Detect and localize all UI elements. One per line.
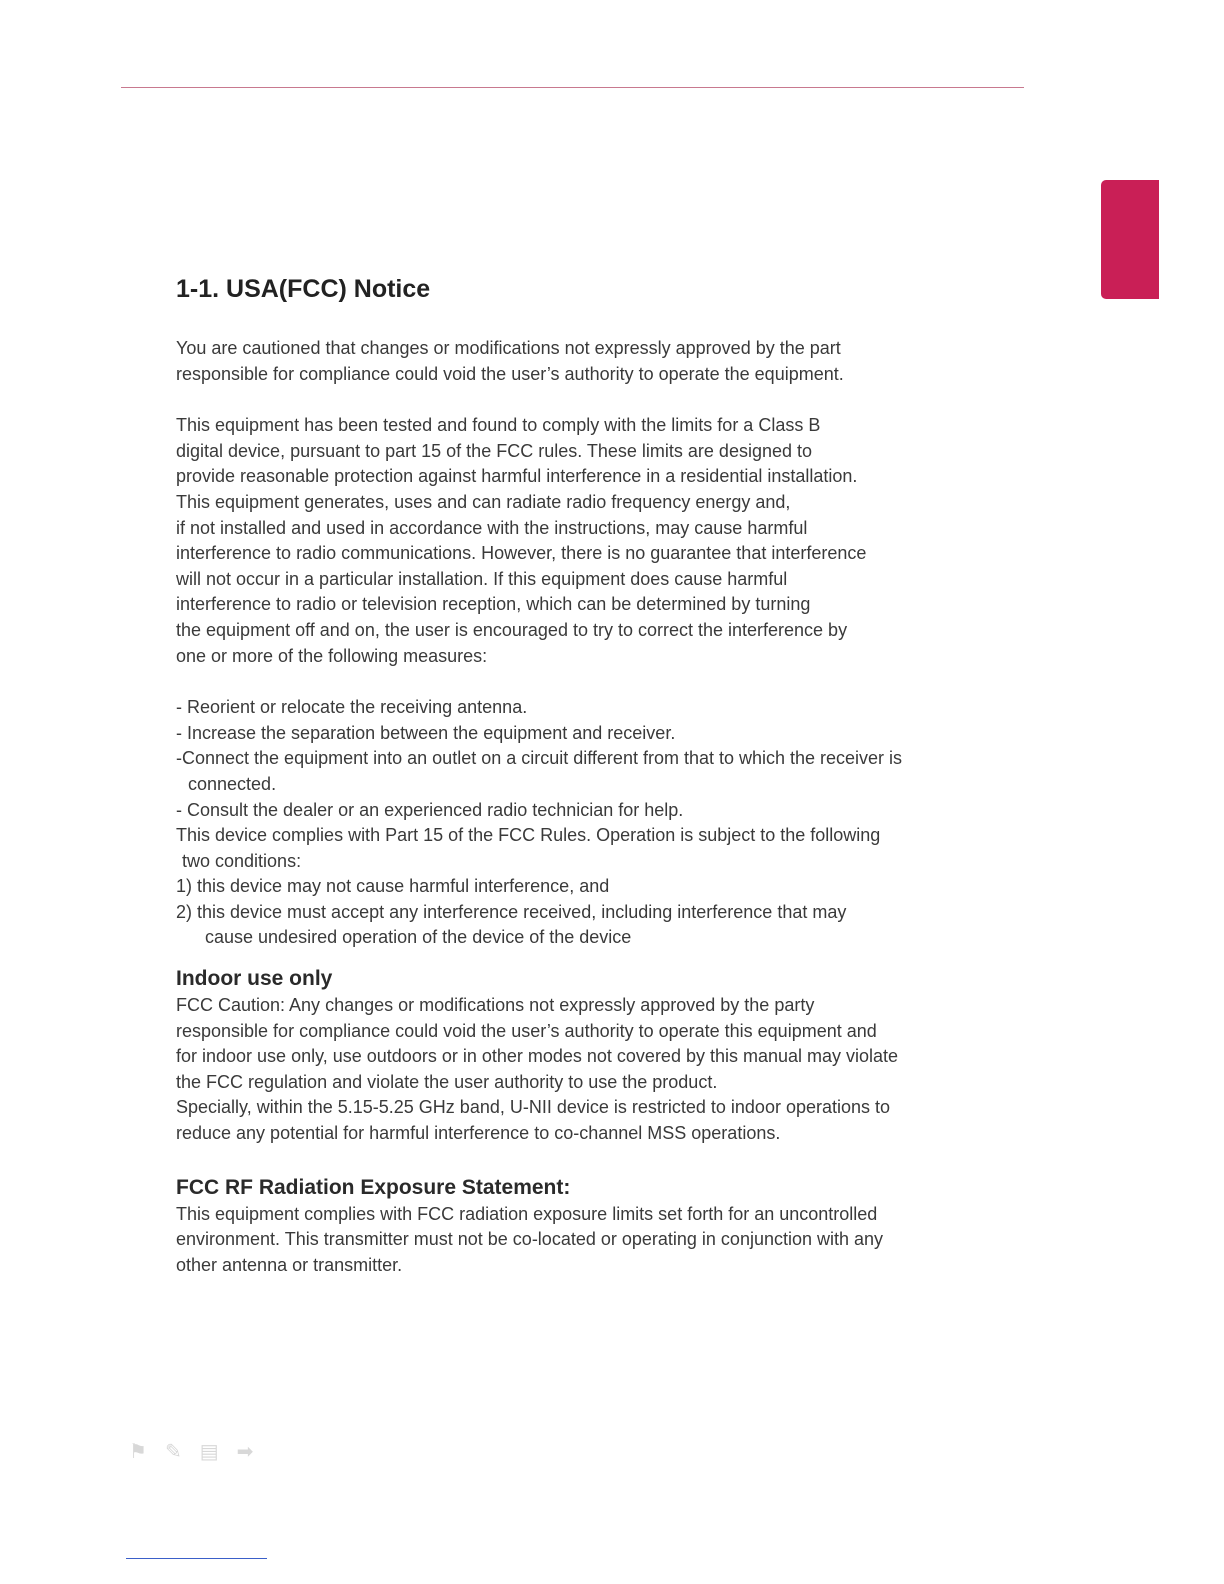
measure-item: - Consult the dealer or an experienced radio technician for help. <box>176 799 684 820</box>
measure-item: connected. <box>188 773 277 794</box>
paragraph-line: environment. This transmitter must not be co-located or operating in conjunction with any <box>176 1229 884 1250</box>
paragraph-line: responsible for compliance could void the user’s authority to operate the equipment. <box>176 363 844 384</box>
condition-item: cause undesired operation of the device of the device <box>205 927 632 948</box>
rf-heading: FCC RF Radiation Exposure Statement: <box>176 1175 571 1199</box>
measure-item: - Increase the separation between the equipment and receiver. <box>176 722 676 743</box>
paragraph-line: This equipment generates, uses and can radiate radio frequency energy and, <box>176 491 791 512</box>
paragraph-line: provide reasonable protection against harmful interference in a residential installation. <box>176 466 858 487</box>
paragraph-line: other antenna or transmitter. <box>176 1254 403 1275</box>
footer-link-underline[interactable] <box>126 1558 267 1559</box>
chapter-tab[interactable] <box>1101 180 1159 299</box>
paragraph-line: one or more of the following measures: <box>176 645 488 666</box>
keyboard-icon[interactable]: ▤ <box>199 1441 219 1463</box>
paragraph-line: FCC Caution: Any changes or modifications not expressly approved by the party <box>176 995 815 1016</box>
paragraph-line: for indoor use only, use outdoors or in other modes not covered by this manual may violate <box>176 1046 899 1067</box>
paragraph-line: digital device, pursuant to part 15 of the FCC rules. These limits are designed to <box>176 440 813 461</box>
paragraph-line: This device complies with Part 15 of the FCC Rules. Operation is subject to the following <box>176 825 881 846</box>
paragraph-line: This equipment has been tested and found to comply with the limits for a Class B <box>176 415 821 436</box>
paragraph-line: Specially, within the 5.15-5.25 GHz band, U-NII device is restricted to indoor operations to <box>176 1097 891 1118</box>
condition-item: 1) this device may not cause harmful interference, and <box>176 876 610 897</box>
paragraph-line: two conditions: <box>182 850 302 871</box>
paragraph-line: the FCC regulation and violate the user authority to use the product. <box>176 1071 718 1092</box>
measure-item: - Reorient or relocate the receiving antenna. <box>176 697 528 718</box>
paragraph-line: if not installed and used in accordance with the instructions, may cause harmful <box>176 517 808 538</box>
page-content <box>176 272 1046 1278</box>
flag-icon[interactable]: ⚑ <box>129 1441 147 1463</box>
pencil-icon[interactable]: ✎ <box>164 1441 182 1463</box>
paragraph-line: This equipment complies with FCC radiation exposure limits set forth for an uncontrolled <box>176 1203 878 1224</box>
paragraph-line: will not occur in a particular installation. If this equipment does cause harmful <box>176 568 788 589</box>
paragraph-line: You are cautioned that changes or modifications not expressly approved by the part <box>176 338 841 358</box>
measure-item: -Connect the equipment into an outlet on a circuit different from that to which the receiver is <box>176 748 903 769</box>
section-title: 1-1. USA(FCC) Notice <box>176 275 431 303</box>
indoor-heading: Indoor use only <box>176 967 333 991</box>
forward-arrow-icon[interactable]: ➡ <box>236 1441 254 1463</box>
paragraph-line: reduce any potential for harmful interference to co-channel MSS operations. <box>176 1123 781 1144</box>
paragraph-line: the equipment off and on, the user is encouraged to try to correct the interference by <box>176 619 848 640</box>
paragraph-line: responsible for compliance could void the user’s authority to operate this equipment and <box>176 1020 877 1041</box>
paragraph-line: interference to radio communications. However, there is no guarantee that interference <box>176 543 867 564</box>
page-tools <box>129 1442 253 1462</box>
header-rule <box>121 87 1024 88</box>
paragraph-line: interference to radio or television reception, which can be determined by turning <box>176 594 811 615</box>
condition-item: 2) this device must accept any interference received, including interference that may <box>176 901 847 922</box>
